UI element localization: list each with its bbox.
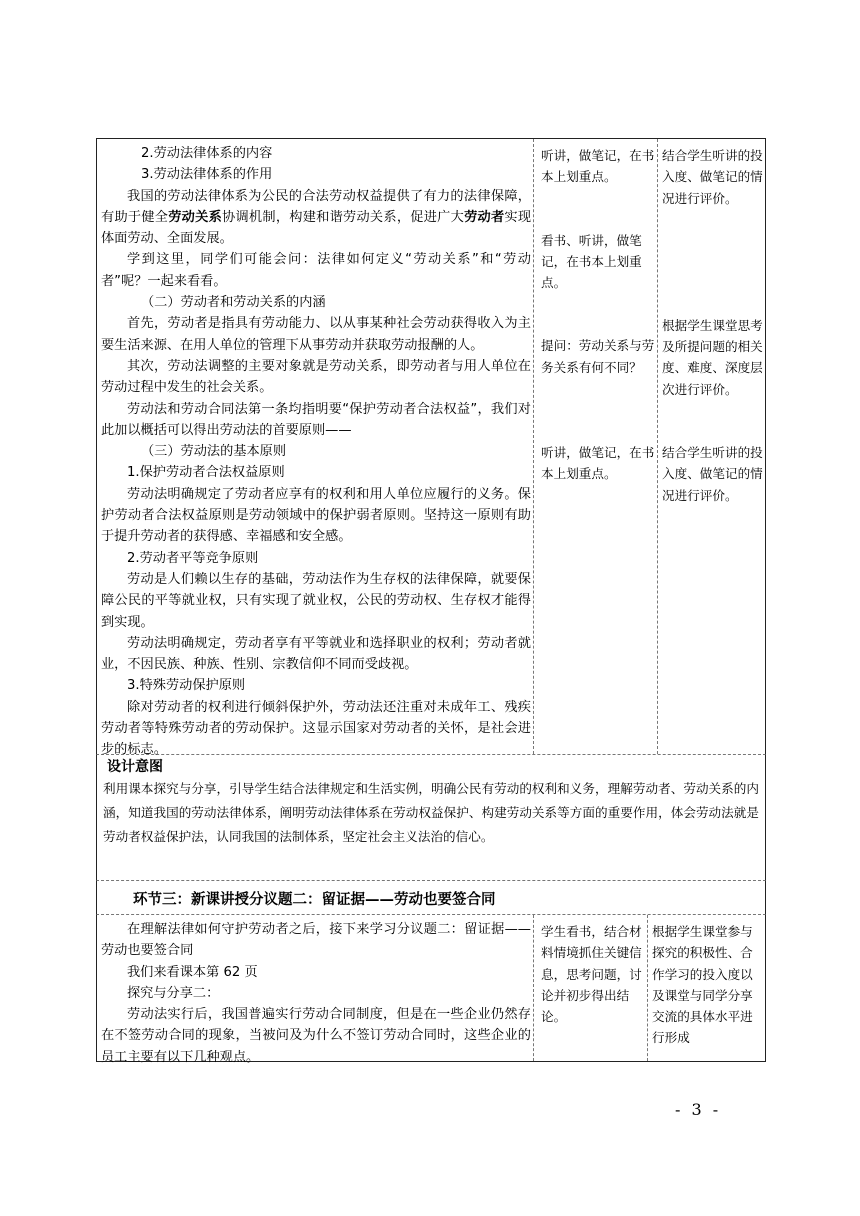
paragraph: 3.劳动法律体系的作用: [141, 167, 273, 183]
student-activity: 看书、听讲，做笔记，在书本上划重点。: [541, 232, 642, 291]
evaluation-note: 根据学生课堂参与探究的积极性、合作学习的投入度以及课堂与同学分享交流的具体水平进行形成: [652, 924, 753, 1046]
design-intent-section: [96, 755, 766, 881]
student-activity: 学生看书，结合材料情境抓住关键信息，思考问题，讨论并初步得出结论。: [541, 924, 642, 1025]
student-activity: 听讲，做笔记，在书本上划重点。: [541, 148, 655, 185]
paragraph: 我国的劳动法律体系为公民的合法劳动权益提供了有力的法律保障，有助于健全劳动关系协调机制，构建和谐劳动关系，促进广大劳动者实现体面劳动、全面发展。: [101, 188, 532, 247]
student-activity-column: [535, 915, 649, 1027]
student-activity: 听讲，做笔记，在书本上划重点。: [541, 445, 655, 482]
stage-title: 环节三：新课讲授分议题二：留证据——劳动也要签合同: [133, 892, 496, 908]
evaluation-note: 结合学生听讲的投入度、做笔记的情况进行评价。: [662, 148, 763, 206]
paragraph: 其次，劳动法调整的主要对象就是劳动关系，即劳动者与用人单位在劳动过程中发生的社会关系。: [101, 358, 531, 396]
paragraph: 劳动法明确规定了劳动者应享有的权利和用人单位应履行的义务。保护劳动者合法权益原则是劳动领域中的保护弱者原则。坚持这一原则有助于提升劳动者的获得感、幸福感和安全感。: [101, 486, 531, 545]
column-divider: [533, 139, 534, 754]
student-activity: 提问：劳动关系与劳务关系有何不同？: [541, 338, 655, 375]
section-heading: （二）劳动者和劳动关系的内涵: [141, 295, 326, 311]
paragraph: 探究与分享二：: [127, 985, 220, 1001]
student-activity-column: [535, 139, 657, 485]
paragraph: 劳动法实行后，我国普遍实行劳动合同制度，但是在一些企业仍然存在不签劳动合同的现象，当被问及为什么不签订劳动合同时，这些企业的员工主要有以下几种观点。: [101, 1007, 531, 1065]
teacher-activity-column: [97, 139, 533, 761]
paragraph: 除对劳动者的权利进行倾斜保护外，劳动法还注重对未成年工、残疾劳动者等特殊劳动者的劳动保护。这显示国家对劳动者的关怀，是社会进步的标志。: [101, 699, 531, 758]
teaching-table-row-1: [96, 138, 766, 758]
evaluation-note: 结合学生听讲的投入度、做笔记的情况进行评价。: [662, 445, 763, 503]
paragraph: 劳动法明确规定，劳动者享有平等就业和选择职业的权利；劳动者就业，不因民族、种族、性别、宗教信仰不同而受歧视。: [101, 635, 531, 673]
evaluation-note: 根据学生课堂思考及所提问题的相关度、难度、深度层次进行评价。: [662, 317, 763, 397]
paragraph: 劳动法和劳动合同法第一条均指明要“保护劳动者合法权益”，我们对此加以概括可以得出劳动法的首要原则——: [101, 401, 531, 438]
teaching-table-row-2: [96, 915, 766, 1065]
stage-heading-row: [96, 881, 766, 915]
paragraph: 首先，劳动者是指具有劳动能力、以从事某种社会劳动获得收入为主要生活来源、在用人单位的管理下从事劳动并获取劳动报酬的人。: [101, 316, 531, 353]
principle-heading: 2.劳动者平等竞争原则: [127, 550, 259, 566]
paragraph: 我们来看课本第 62 页: [127, 964, 258, 980]
column-divider: [533, 915, 534, 1061]
evaluation-column: [658, 139, 767, 506]
paragraph: 劳动是人们赖以生存的基础，劳动法作为生存权的法律保障，就要保障公民的平等就业权，只有实现了就业权，公民的劳动权、生存权才能得到实现。: [101, 571, 531, 630]
design-intent-text: 利用课本探究与分享，引导学生结合法律规定和生活实例，明确公民有劳动的权利和义务，理解劳动者、劳动关系的内涵，知道我国的劳动法律体系，阐明劳动法律体系在劳动权益保护、构建劳动关系等方面的重要作用，体会劳动法就是劳动者权益保护法，认同我国的法制体系，坚定社会主义法治的信心。: [103, 781, 759, 844]
page-number: - 3 -: [675, 1100, 722, 1119]
design-intent-title: 设计意图: [107, 759, 163, 775]
paragraph: 2.劳动法律体系的内容: [141, 146, 273, 161]
principle-heading: 1.保护劳动者合法权益原则: [127, 465, 285, 481]
section-heading: （三）劳动法的基本原则: [141, 444, 287, 460]
evaluation-column: [648, 915, 766, 1049]
paragraph: 在理解法律如何守护劳动者之后，接下来学习分议题二：留证据——劳动也要签合同: [101, 922, 531, 959]
paragraph: 学到这里，同学们可能会问：法律如何定义“劳动关系”和“劳动者”呢？一起来看看。: [101, 252, 531, 289]
principle-heading: 3.特殊劳动保护原则: [127, 678, 246, 694]
teacher-activity-column: [97, 915, 533, 1068]
